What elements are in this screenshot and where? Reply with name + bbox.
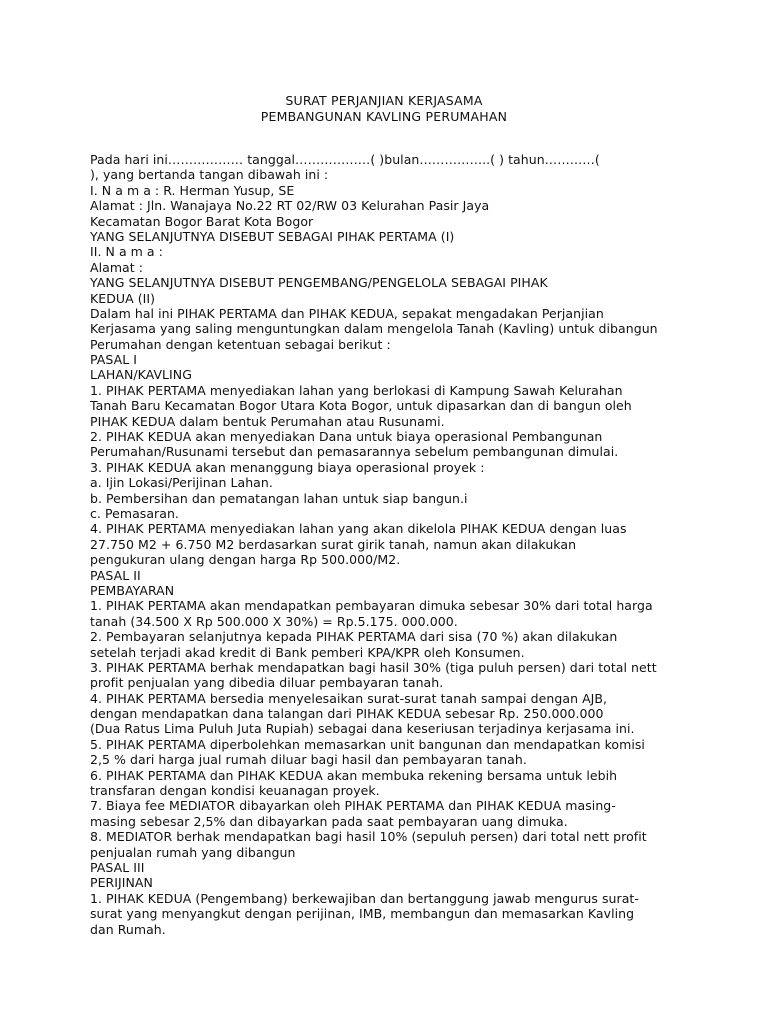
text-line: penjualan rumah yang dibangun xyxy=(90,844,296,860)
text-line: PASAL II xyxy=(90,567,141,583)
text-line: Kecamatan Bogor Barat Kota Bogor xyxy=(90,213,314,229)
text-line: Dalam hal ini PIHAK PERTAMA dan PIHAK KEDUA, sepakat mengadakan Perjanjian xyxy=(90,305,604,321)
text-line: PASAL I xyxy=(90,352,137,368)
text-line: Alamat : xyxy=(90,259,144,275)
text-line: 8. MEDIATOR berhak mendapatkan bagi hasil 10% (sepuluh persen) dari total nett profit xyxy=(90,829,647,845)
text-line: Kerjasama yang saling menguntungkan dalam mengelola Tanah (Kavling) untuk dibangun xyxy=(90,321,658,337)
text-line: 2,5 % dari harga jual rumah diluar bagi hasil dan pembayaran tanah. xyxy=(90,752,527,768)
text-line: 1. PIHAK KEDUA (Pengembang) berkewajiban dan bertanggung jawab mengurus surat- xyxy=(90,890,639,906)
text-line: PASAL III xyxy=(90,859,145,875)
text-line: II. N a m a : xyxy=(90,244,163,260)
text-line: 5. PIHAK PERTAMA diperbolehkan memasarkan unit bangunan dan mendapatkan komisi xyxy=(90,736,645,752)
text-line: (Dua Ratus Lima Puluh Juta Rupiah) sebagai dana keseriusan terjadinya kerjasama ini. xyxy=(90,721,635,737)
text-line: surat yang menyangkut dengan perijinan, IMB, membangun dan memasarkan Kavling xyxy=(90,906,635,922)
document-body xyxy=(90,152,760,937)
document-title-line-2: PEMBANGUNAN KAVLING PERUMAHAN xyxy=(260,109,508,124)
text-line: setelah terjadi akad kredit di Bank pemberi KPA/KPR oleh Konsumen. xyxy=(90,644,525,660)
text-line: dengan mendapatkan dana talangan dari PIHAK KEDUA sebesar Rp. 250.000.000 xyxy=(90,706,604,722)
text-line: Perumahan/Rusunami tersebut dan pemasarannya sebelum pembangunan dimulai. xyxy=(90,444,619,460)
text-line: Pada hari ini……………… tanggal………………( )bulan……………..( ) tahun…………( xyxy=(90,152,600,167)
text-line: KEDUA (II) xyxy=(90,290,156,306)
text-line: 6. PIHAK PERTAMA dan PIHAK KEDUA akan membuka rekening bersama untuk lebih xyxy=(90,767,618,783)
text-line: c. Pemasaran. xyxy=(90,505,179,521)
text-line: I. N a m a : R. Herman Yusup, SE xyxy=(90,182,295,198)
text-line: 4. PIHAK PERTAMA menyediakan lahan yang akan dikelola PIHAK KEDUA dengan luas xyxy=(90,521,627,537)
text-line: 7. Biaya fee MEDIATOR dibayarkan oleh PIHAK PERTAMA dan PIHAK KEDUA masing- xyxy=(90,798,616,814)
text-line: a. Ijin Lokasi/Perijinan Lahan. xyxy=(90,475,273,491)
text-line: 1. PIHAK PERTAMA menyediakan lahan yang berlokasi di Kampung Sawah Kelurahan xyxy=(90,382,623,398)
text-line: profit penjualan yang dibedia diluar pembayaran tanah. xyxy=(90,675,444,691)
text-line: 2. Pembayaran selanjutnya kepada PIHAK PERTAMA dari sisa (70 %) akan dilakukan xyxy=(90,629,618,645)
text-line: YANG SELANJUTNYA DISEBUT SEBAGAI PIHAK PERTAMA (I) xyxy=(90,228,455,244)
text-line: b. Pembersihan dan pematangan lahan untuk siap bangun.i xyxy=(90,490,468,506)
text-line: 3. PIHAK KEDUA akan menanggung biaya operasional proyek : xyxy=(90,459,485,475)
text-line: pengukuran ulang dengan harga Rp 500.000/M2. xyxy=(90,552,401,568)
text-line: 3. PIHAK PERTAMA berhak mendapatkan bagi hasil 30% (tiga puluh persen) dari total nett xyxy=(90,659,657,675)
text-line: PERIJINAN xyxy=(90,875,153,891)
text-line: PEMBAYARAN xyxy=(90,582,175,598)
text-line: 1. PIHAK PERTAMA akan mendapatkan pembayaran dimuka sebesar 30% dari total harga xyxy=(90,598,653,614)
document-title-line-1: SURAT PERJANJIAN KERJASAMA xyxy=(285,93,483,108)
text-line: 2. PIHAK KEDUA akan menyediakan Dana untuk biaya operasional Pembangunan xyxy=(90,429,603,445)
text-line: Perumahan dengan ketentuan sebagai berikut : xyxy=(90,336,391,352)
text-line: YANG SELANJUTNYA DISEBUT PENGEMBANG/PENGELOLA SEBAGAI PIHAK xyxy=(90,275,548,291)
text-line: ), yang bertanda tangan dibawah ini : xyxy=(90,167,329,183)
text-line: dan Rumah. xyxy=(90,921,166,937)
text-line: Alamat : Jln. Wanajaya No.22 RT 02/RW 03 Kelurahan Pasir Jaya xyxy=(90,198,490,214)
text-line: 4. PIHAK PERTAMA bersedia menyelesaikan surat-surat tanah sampai dengan AJB, xyxy=(90,690,608,706)
text-line: tanah (34.500 X Rp 500.000 X 30%) = Rp.5.175. 000.000. xyxy=(90,613,458,629)
text-line: masing sebesar 2,5% dan dibayarkan pada saat pembayaran uang dimuka. xyxy=(90,813,568,829)
text-line: PIHAK KEDUA dalam bentuk Perumahan atau Rusunami. xyxy=(90,413,445,429)
text-line: Tanah Baru Kecamatan Bogor Utara Kota Bogor, untuk dipasarkan dan di bangun oleh xyxy=(90,398,632,414)
text-line: 27.750 M2 + 6.750 M2 berdasarkan surat girik tanah, namun akan dilakukan xyxy=(90,536,577,552)
text-line: transfaran dengan kondisi keuanagan proyek. xyxy=(90,783,380,799)
text-line: LAHAN/KAVLING xyxy=(90,367,192,383)
